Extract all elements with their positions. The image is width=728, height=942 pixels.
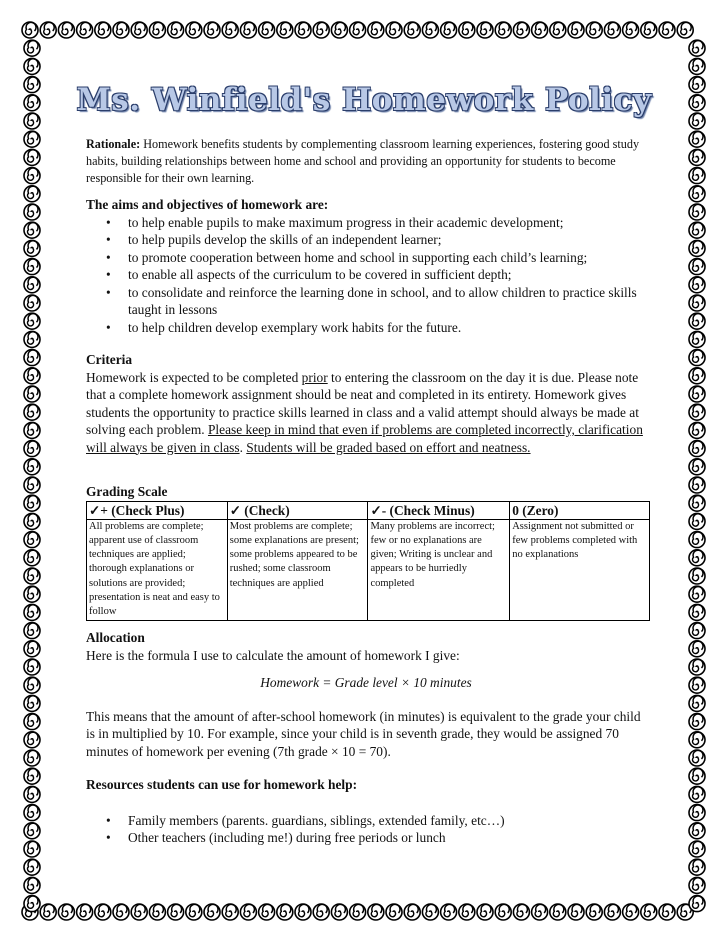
swirl-ornament bbox=[689, 422, 705, 438]
swirl-ornament bbox=[689, 295, 705, 311]
swirl-ornament bbox=[204, 904, 220, 920]
aims-list bbox=[86, 214, 646, 337]
swirl-ornament bbox=[24, 495, 40, 511]
swirl-ornament bbox=[689, 586, 705, 602]
swirl-ornament bbox=[277, 904, 293, 920]
swirl-ornament bbox=[689, 877, 705, 893]
swirl-ornament bbox=[495, 22, 511, 38]
swirl-ornament bbox=[689, 131, 705, 147]
swirl-ornament bbox=[259, 22, 275, 38]
swirl-ornament bbox=[368, 904, 384, 920]
aims-list-item: • to help enable pupils to make maximum progress in their academic development; bbox=[128, 214, 646, 232]
swirl-ornament bbox=[24, 477, 40, 493]
swirl-ornament bbox=[689, 58, 705, 74]
swirl-ornament bbox=[24, 859, 40, 875]
page-title: Ms. Winfield's Homework Policy bbox=[76, 82, 652, 118]
table-header-row bbox=[87, 501, 650, 519]
swirl-ornament bbox=[24, 331, 40, 347]
swirl-ornament bbox=[689, 204, 705, 220]
swirl-ornament bbox=[149, 904, 165, 920]
swirl-ornament bbox=[689, 677, 705, 693]
swirl-ornament bbox=[422, 22, 438, 38]
rationale-label: Rationale: bbox=[86, 137, 141, 151]
swirl-ornament bbox=[24, 350, 40, 366]
swirl-ornament bbox=[24, 586, 40, 602]
swirl-ornament bbox=[568, 904, 584, 920]
swirl-ornament bbox=[689, 77, 705, 93]
swirl-ornament bbox=[689, 732, 705, 748]
swirl-ornament bbox=[24, 295, 40, 311]
swirl-ornament bbox=[113, 22, 129, 38]
swirl-ornament bbox=[689, 259, 705, 275]
swirl-ornament bbox=[659, 904, 675, 920]
swirl-ornament bbox=[186, 904, 202, 920]
swirl-ornament bbox=[24, 768, 40, 784]
swirl-ornament bbox=[350, 22, 366, 38]
swirl-ornament bbox=[24, 77, 40, 93]
criteria-text: . bbox=[239, 439, 247, 455]
swirl-ornament bbox=[404, 22, 420, 38]
swirl-ornament bbox=[24, 786, 40, 802]
swirl-ornament bbox=[689, 550, 705, 566]
swirl-ornament bbox=[689, 222, 705, 238]
swirl-ornament bbox=[22, 22, 38, 38]
aims-list-item: • to enable all aspects of the curriculum to be covered in sufficient depth; bbox=[128, 266, 646, 284]
swirl-ornament bbox=[604, 904, 620, 920]
swirl-ornament bbox=[689, 641, 705, 657]
swirl-ornament bbox=[240, 904, 256, 920]
swirl-ornament bbox=[131, 22, 147, 38]
swirl-ornament bbox=[24, 404, 40, 420]
swirl-ornament bbox=[240, 22, 256, 38]
swirl-ornament bbox=[689, 277, 705, 293]
homework-formula: Homework = Grade level × 10 minutes bbox=[260, 675, 472, 690]
swirl-ornament bbox=[24, 513, 40, 529]
swirl-ornament bbox=[24, 259, 40, 275]
swirl-ornament bbox=[277, 22, 293, 38]
swirl-ornament bbox=[689, 495, 705, 511]
swirl-ornament bbox=[40, 22, 56, 38]
swirl-ornament bbox=[24, 604, 40, 620]
swirl-ornament bbox=[24, 168, 40, 184]
swirl-ornament bbox=[222, 22, 238, 38]
swirl-ornament bbox=[689, 113, 705, 129]
swirl-ornament bbox=[40, 904, 56, 920]
swirl-ornament bbox=[513, 22, 529, 38]
column-zero: 0 (Zero) bbox=[510, 501, 650, 519]
swirl-ornament bbox=[689, 441, 705, 457]
swirl-ornament bbox=[689, 659, 705, 675]
swirl-ornament bbox=[568, 22, 584, 38]
swirl-ornament bbox=[689, 841, 705, 857]
aims-heading: The aims and objectives of homework are: bbox=[86, 197, 329, 212]
swirl-ornament bbox=[641, 22, 657, 38]
swirl-ornament bbox=[58, 904, 74, 920]
swirl-ornament bbox=[689, 40, 705, 56]
swirl-ornament bbox=[532, 904, 548, 920]
swirl-ornament bbox=[168, 904, 184, 920]
swirl-ornament bbox=[24, 695, 40, 711]
aims-list-item: • to help pupils develop the skills of an independent learner; bbox=[128, 231, 646, 249]
swirl-ornament bbox=[24, 568, 40, 584]
swirl-ornament bbox=[24, 386, 40, 402]
swirl-ornament bbox=[24, 422, 40, 438]
resources-list-item: • Other teachers (including me!) during free periods or lunch bbox=[128, 829, 646, 847]
column-check: ✓ (Check) bbox=[227, 501, 368, 519]
swirl-ornament bbox=[441, 22, 457, 38]
swirl-ornament bbox=[477, 22, 493, 38]
swirl-ornament bbox=[404, 904, 420, 920]
swirl-ornament bbox=[131, 904, 147, 920]
swirl-ornament bbox=[350, 904, 366, 920]
swirl-ornament bbox=[689, 477, 705, 493]
swirl-ornament bbox=[24, 441, 40, 457]
swirl-ornament bbox=[689, 350, 705, 366]
column-check-plus: ✓+ (Check Plus) bbox=[87, 501, 228, 519]
cell-check-minus: Many problems are incorrect; few or no explanations are given; Writing is unclear and appears to be hurriedly completed bbox=[368, 519, 510, 620]
swirl-ornament bbox=[222, 904, 238, 920]
swirl-ornament bbox=[459, 22, 475, 38]
swirl-ornament bbox=[689, 786, 705, 802]
swirl-ornament bbox=[331, 22, 347, 38]
rationale-text: Homework benefits students by complementing classroom learning experiences, fostering good study habits, building relationships between home and school and providing an opportunity for students to become responsible for their own learning. bbox=[86, 137, 640, 185]
swirl-ornament bbox=[24, 550, 40, 566]
swirl-ornament bbox=[586, 904, 602, 920]
swirl-ornament bbox=[24, 186, 40, 202]
criteria-text: to entering the classroom on the day it is due. Please note that a complete homework assignment should be neat and completed in its entirety. Homework gives students the opportunity to practice skills learned in class and a valid attempt should always be made at solving each problem. bbox=[86, 369, 639, 437]
swirl-ornament bbox=[689, 695, 705, 711]
swirl-ornament bbox=[24, 750, 40, 766]
swirl-ornament bbox=[24, 641, 40, 657]
swirl-ornament bbox=[477, 904, 493, 920]
aims-list-item: • to promote cooperation between home and school in supporting each child’s learning; bbox=[128, 249, 646, 267]
swirl-ornament bbox=[689, 823, 705, 839]
swirl-ornament bbox=[550, 904, 566, 920]
swirl-ornament bbox=[24, 222, 40, 238]
swirl-ornament bbox=[295, 904, 311, 920]
swirl-ornament bbox=[24, 149, 40, 165]
allocation-intro: Here is the formula I use to calculate the amount of homework I give: bbox=[86, 647, 460, 663]
swirl-ornament bbox=[313, 22, 329, 38]
swirl-ornament bbox=[95, 22, 111, 38]
allocation-section bbox=[86, 629, 646, 760]
grading-heading: Grading Scale bbox=[86, 484, 168, 499]
swirl-ornament bbox=[386, 22, 402, 38]
swirl-ornament bbox=[24, 677, 40, 693]
swirl-ornament bbox=[689, 95, 705, 111]
allocation-heading: Allocation bbox=[86, 630, 145, 645]
swirl-ornament bbox=[689, 714, 705, 730]
swirl-ornament bbox=[24, 459, 40, 475]
swirl-ornament bbox=[77, 904, 93, 920]
swirl-ornament bbox=[623, 904, 639, 920]
swirl-ornament bbox=[24, 113, 40, 129]
swirl-ornament bbox=[386, 904, 402, 920]
swirl-ornament bbox=[204, 22, 220, 38]
swirl-ornament bbox=[641, 904, 657, 920]
criteria-paragraph bbox=[86, 369, 646, 457]
swirl-ornament bbox=[659, 22, 675, 38]
swirl-ornament bbox=[77, 22, 93, 38]
allocation-explanation: This means that the amount of after-school homework (in minutes) is equivalent to the grade your child is in multiplied by 10. For example, since your child is in seventh grade, they would be assigned 70 minutes of homework per evening (7th grade × 10 = 70). bbox=[86, 708, 641, 759]
swirl-ornament bbox=[689, 168, 705, 184]
resources-section bbox=[86, 776, 646, 847]
swirl-ornament bbox=[24, 896, 40, 912]
swirl-ornament bbox=[689, 768, 705, 784]
criteria-section bbox=[86, 351, 646, 456]
swirl-ornament bbox=[550, 22, 566, 38]
swirl-ornament bbox=[24, 732, 40, 748]
criteria-underlined-grading: Students will be graded based on effort and neatness. bbox=[246, 439, 531, 455]
swirl-ornament bbox=[689, 604, 705, 620]
cell-check: Most problems are complete; some explanations are present; some problems appeared to be rushed; some classroom techniques are applied bbox=[227, 519, 368, 620]
swirl-ornament bbox=[24, 40, 40, 56]
swirl-ornament bbox=[24, 841, 40, 857]
swirl-ornament bbox=[441, 904, 457, 920]
swirl-ornament bbox=[331, 904, 347, 920]
swirl-ornament bbox=[168, 22, 184, 38]
swirl-ornament bbox=[689, 386, 705, 402]
swirl-ornament bbox=[689, 404, 705, 420]
swirl-ornament bbox=[689, 149, 705, 165]
swirl-ornament bbox=[422, 904, 438, 920]
resources-list bbox=[86, 812, 646, 847]
swirl-ornament bbox=[313, 904, 329, 920]
swirl-ornament bbox=[295, 22, 311, 38]
swirl-ornament bbox=[24, 368, 40, 384]
criteria-underlined-prior: prior bbox=[301, 369, 328, 385]
column-check-minus: ✓- (Check Minus) bbox=[368, 501, 510, 519]
criteria-underlined-clarification: Please keep in mind that even if problems are completed incorrectly, clarification will always be given in class bbox=[86, 422, 643, 455]
swirl-ornament bbox=[113, 904, 129, 920]
swirl-ornament bbox=[689, 623, 705, 639]
swirl-ornament bbox=[689, 513, 705, 529]
swirl-ornament bbox=[689, 568, 705, 584]
aims-section bbox=[86, 196, 646, 336]
grading-section bbox=[86, 483, 646, 621]
swirl-ornament bbox=[24, 277, 40, 293]
swirl-ornament bbox=[24, 877, 40, 893]
aims-list-item: • to consolidate and reinforce the learning done in school, and to allow children to practice skills taught in lessons bbox=[128, 284, 646, 319]
criteria-text: Homework is expected to be completed bbox=[86, 369, 302, 385]
swirl-ornament bbox=[604, 22, 620, 38]
swirl-ornament bbox=[532, 22, 548, 38]
swirl-ornament bbox=[689, 750, 705, 766]
swirl-ornament bbox=[24, 623, 40, 639]
swirl-ornament bbox=[24, 95, 40, 111]
cell-zero: Assignment not submitted or few problems completed with no explanations bbox=[510, 519, 650, 620]
swirl-ornament bbox=[689, 240, 705, 256]
swirl-ornament bbox=[459, 904, 475, 920]
grading-scale-table bbox=[86, 501, 650, 621]
swirl-ornament bbox=[623, 22, 639, 38]
swirl-ornament bbox=[24, 659, 40, 675]
rationale-paragraph bbox=[86, 136, 646, 187]
swirl-ornament bbox=[689, 805, 705, 821]
swirl-ornament bbox=[689, 368, 705, 384]
swirl-ornament bbox=[24, 805, 40, 821]
swirl-ornament bbox=[513, 904, 529, 920]
swirl-ornament bbox=[368, 22, 384, 38]
swirl-ornament bbox=[689, 896, 705, 912]
swirl-ornament bbox=[58, 22, 74, 38]
cell-check-plus: All problems are complete; apparent use of classroom techniques are applied; thorough explanations or solutions are provided; presentation is neat and easy to follow bbox=[87, 519, 228, 620]
swirl-ornament bbox=[495, 904, 511, 920]
swirl-ornament bbox=[24, 823, 40, 839]
swirl-ornament bbox=[24, 714, 40, 730]
swirl-ornament bbox=[24, 240, 40, 256]
criteria-heading: Criteria bbox=[86, 352, 133, 367]
swirl-ornament bbox=[689, 331, 705, 347]
swirl-ornament bbox=[186, 22, 202, 38]
aims-list-item: • to help children develop exemplary work habits for the future. bbox=[128, 319, 646, 337]
table-row bbox=[87, 519, 650, 620]
swirl-ornament bbox=[24, 131, 40, 147]
swirl-ornament bbox=[689, 532, 705, 548]
swirl-ornament bbox=[689, 859, 705, 875]
swirl-ornament bbox=[95, 904, 111, 920]
swirl-ornament bbox=[677, 22, 693, 38]
swirl-ornament bbox=[586, 22, 602, 38]
swirl-ornament bbox=[259, 904, 275, 920]
swirl-ornament bbox=[24, 58, 40, 74]
swirl-ornament bbox=[24, 313, 40, 329]
swirl-ornament bbox=[689, 459, 705, 475]
swirl-ornament bbox=[689, 313, 705, 329]
resources-list-item: • Family members (parents. guardians, siblings, extended family, etc…) bbox=[128, 812, 646, 830]
swirl-ornament bbox=[689, 186, 705, 202]
swirl-ornament bbox=[24, 204, 40, 220]
resources-heading: Resources students can use for homework help: bbox=[86, 777, 358, 792]
swirl-ornament bbox=[24, 532, 40, 548]
swirl-ornament bbox=[149, 22, 165, 38]
